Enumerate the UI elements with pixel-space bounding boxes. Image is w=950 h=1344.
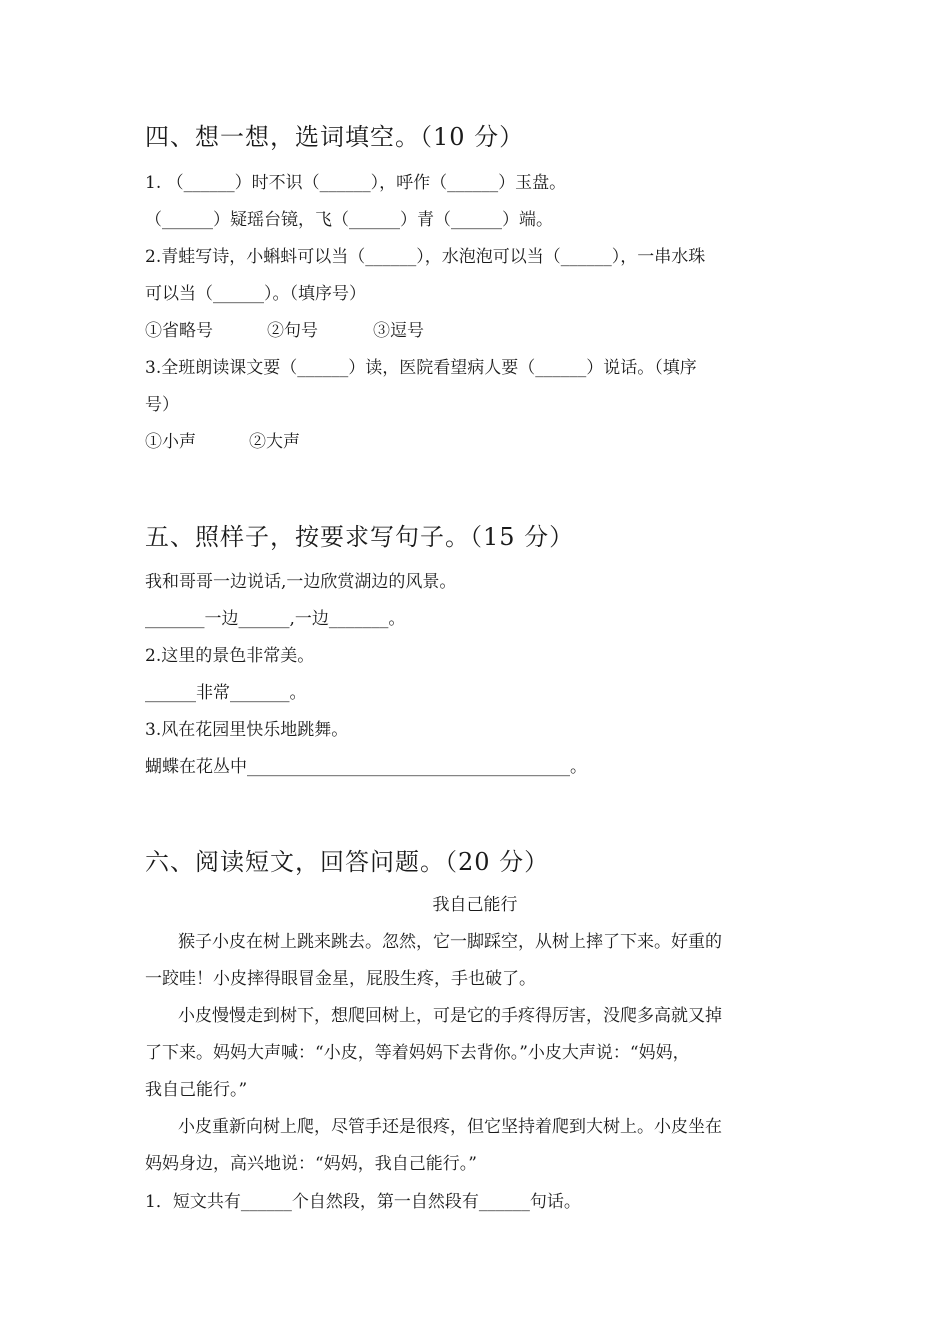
- section4-q3-line2: 号）: [145, 395, 179, 415]
- passage-p2-line3: 我自己能行。”: [145, 1080, 248, 1100]
- passage-title: 我自己能行: [432, 895, 518, 915]
- section4-q2-options: [145, 319, 424, 343]
- passage-p2-line2: 了下来。妈妈大声喊：“小皮，等着妈妈下去背你。”小皮大声说：“妈妈，: [145, 1043, 690, 1063]
- section4-q2-line1: 2.青蛙写诗，小蝌蚪可以当（______），水泡泡可以当（______），一串水珠: [145, 247, 706, 267]
- section5-q2: 2.这里的景色非常美。: [145, 646, 315, 666]
- section6-q1: 1．短文共有______个自然段，第一自然段有______句话。: [145, 1192, 581, 1212]
- section5-blank3: 蝴蝶在花丛中______________________________________。: [145, 757, 587, 777]
- section5-q3: 3.风在花园里快乐地跳舞。: [145, 720, 349, 740]
- section5-blank1: _______一边______,一边_______。: [145, 609, 406, 629]
- option-2: ②大声: [249, 432, 300, 452]
- section4-q2-line2: 可以当（______）。（填序号）: [145, 284, 366, 304]
- option-1: ①省略号: [145, 321, 213, 341]
- passage-p3-line2: 妈妈身边，高兴地说：“妈妈，我自己能行。”: [145, 1154, 477, 1174]
- section5-example1: 我和哥哥一边说话,一边欣赏湖边的风景。: [145, 572, 457, 592]
- section4-q3-options: [145, 430, 300, 454]
- option-3: ③逗号: [373, 321, 424, 341]
- option-1: ①小声: [145, 432, 196, 452]
- passage-p1-line2: 一跤哇！小皮摔得眼冒金星，屁股生疼，手也破了。: [145, 969, 536, 989]
- section4-q3-line1: 3.全班朗读课文要（______）读，医院看望病人要（______）说话。（填序: [145, 358, 697, 378]
- passage-p2-line1: 小皮慢慢走到树下，想爬回树上，可是它的手疼得厉害，没爬多高就又掉: [178, 1006, 722, 1026]
- passage-p3-line1: 小皮重新向树上爬，尽管手还是很疼，但它坚持着爬到大树上。小皮坐在: [178, 1117, 722, 1137]
- passage-p1-line1: 猴子小皮在树上跳来跳去。忽然，它一脚踩空，从树上摔了下来。好重的: [178, 932, 722, 952]
- section5-blank2: ______非常_______。: [145, 683, 307, 703]
- option-2: ②句号: [267, 321, 318, 341]
- section6-heading: 六、阅读短文，回答问题。（20 分）: [145, 848, 550, 876]
- section4-q1-line1: 1. （______）时不识（______），呼作（______）玉盘。: [145, 173, 567, 193]
- section4-q1-line2: （______）疑瑶台镜，飞（______）青（______）端。: [145, 210, 553, 230]
- section4-heading: 四、想一想，选词填空。（10 分）: [145, 123, 525, 151]
- section5-heading: 五、照样子，按要求写句子。（15 分）: [145, 523, 575, 551]
